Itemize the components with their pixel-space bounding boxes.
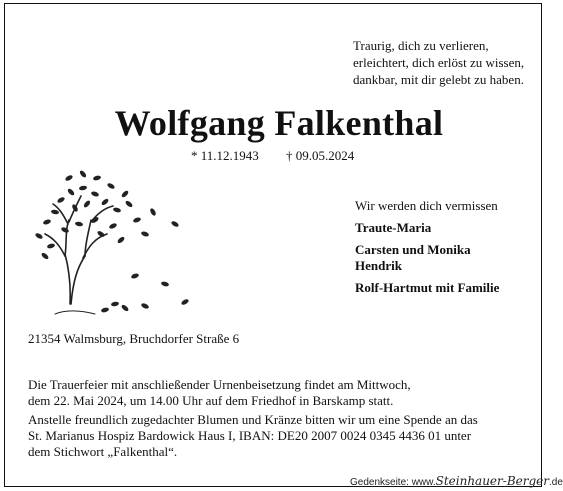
donation-line: Anstelle freundlich zugedachter Blumen und Kränze bitten wir um eine Spende an das — [28, 412, 478, 427]
donation-line: dem Stichwort „Falkenthal“. — [28, 444, 178, 459]
donation-line: St. Marianus Hospiz Bardowick Haus I, IBAN: DE20 2007 0024 0345 4436 01 unter — [28, 428, 472, 443]
birth-date: * 11.12.1943 — [191, 148, 259, 163]
footer-label: Gedenkseite: www. — [350, 477, 436, 488]
deceased-name: Wolfgang Falkenthal — [114, 103, 444, 143]
poem-line: erleichtert, dich erlöst zu wissen, — [353, 55, 525, 70]
footer-suffix: .de — [549, 477, 563, 488]
poem-line: Traurig, dich zu verlieren, — [353, 38, 489, 53]
ceremony-line: Die Trauerfeier mit anschließender Urnenbeisetzung findet am Mittwoch, — [28, 377, 411, 392]
tree-icon — [25, 164, 225, 314]
memorial-page-link[interactable] — [350, 474, 563, 488]
mourner-name: Rolf-Hartmut mit Familie — [355, 280, 500, 295]
donation-text — [28, 412, 538, 460]
ceremony-line: dem 22. Mai 2024, um 14.00 Uhr auf dem Friedhof in Barskamp statt. — [28, 393, 394, 408]
poem-line: dankbar, mit dir gelebt zu haben. — [353, 72, 524, 87]
mourner-name: Hendrik — [355, 258, 402, 273]
death-date: † 09.05.2024 — [286, 148, 355, 163]
obituary-card — [4, 3, 563, 488]
mourner-name: Traute-Maria — [355, 220, 432, 235]
ceremony-text — [28, 377, 538, 409]
mourner-name: Carsten und Monika — [355, 242, 471, 257]
address: 21354 Walmsburg, Bruchdorfer Straße 6 — [28, 331, 240, 346]
brand-logo: Steinhauer-Berger — [435, 474, 549, 488]
mourners-intro: Wir werden dich vermissen — [355, 198, 498, 213]
poem — [353, 37, 538, 88]
